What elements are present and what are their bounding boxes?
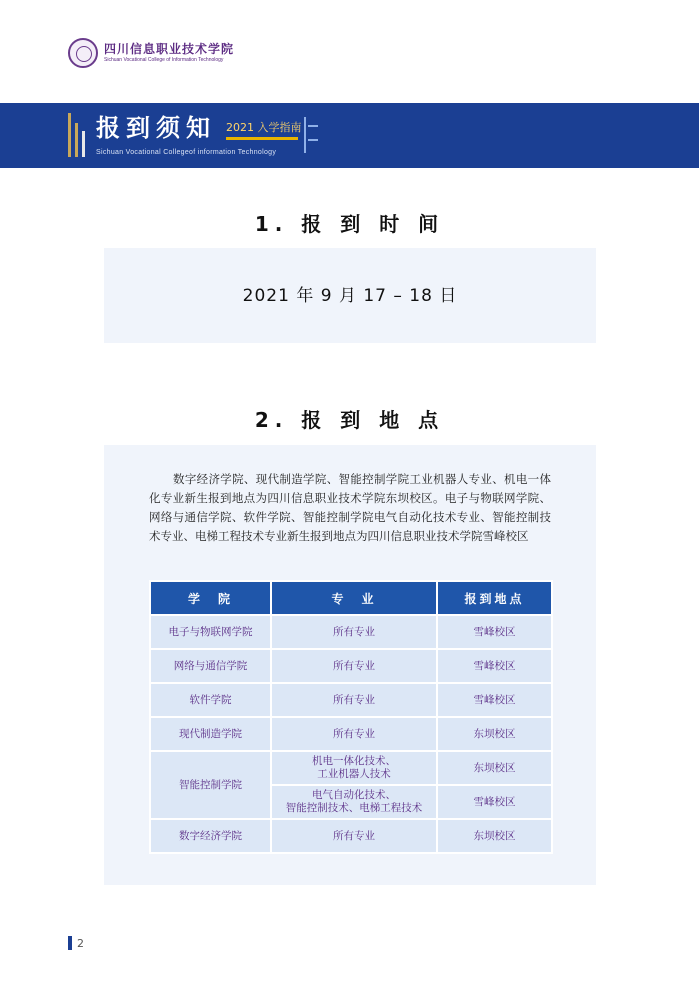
header-location: 报到地点 — [437, 581, 552, 615]
cell-location: 东坝校区 — [437, 819, 552, 853]
table-row — [150, 649, 552, 683]
cell-location: 雪峰校区 — [437, 649, 552, 683]
header-college: 学 院 — [150, 581, 271, 615]
cell-location: 雪峰校区 — [437, 683, 552, 717]
location-table — [149, 580, 553, 854]
cell-college: 软件学院 — [150, 683, 271, 717]
cell-college: 电子与物联网学院 — [150, 615, 271, 649]
table-row — [150, 683, 552, 717]
college-logo — [68, 38, 234, 68]
cell-college: 数字经济学院 — [150, 819, 271, 853]
college-seal-icon — [68, 38, 98, 68]
time-panel — [104, 248, 596, 343]
page-footer — [68, 936, 84, 950]
cell-major: 所有专业 — [271, 615, 437, 649]
cell-location: 东坝校区 — [437, 751, 552, 785]
table-row — [150, 751, 552, 785]
banner-title: 报到须知 — [96, 114, 216, 142]
banner-english: Sichuan Vocational Collegeof information Technology — [96, 149, 277, 156]
section-location-title: 2. 报 到 地 点 — [254, 408, 445, 432]
location-paragraph: 数字经济学院、现代制造学院、智能控制学院工业机器人专业、机电一体化专业新生报到地点为四川信息职业技术学院东坝校区。电子与物联网学院、网络与通信学院、软件学院、智能控制学院电气自动化技术专业、智能控制技术专业、电梯工程技术专业新生报到地点为四川信息职业技术学院雪峰校区 — [149, 472, 551, 543]
cell-major: 所有专业 — [271, 683, 437, 717]
decorative-bars-icon — [68, 113, 85, 157]
cell-major: 所有专业 — [271, 717, 437, 751]
cell-location: 东坝校区 — [437, 717, 552, 751]
section-time-title: 1. 报 到 时 间 — [254, 212, 445, 236]
cell-major — [271, 785, 437, 819]
page-number: 2 — [77, 936, 84, 950]
major-line: 智能控制技术、电梯工程技术 — [285, 802, 423, 814]
cell-major — [271, 751, 437, 785]
banner-underline — [226, 137, 298, 140]
decorative-bracket-icon — [304, 117, 318, 153]
table-header-row — [150, 581, 552, 615]
banner-subtitle: 2021 入学指南 — [226, 121, 302, 134]
major-line: 工业机器人技术 — [317, 768, 391, 780]
arrival-date: 2021 年 9 月 17 – 18 日 — [242, 286, 458, 306]
major-line: 机电一体化技术、 — [312, 755, 396, 767]
header-major: 专 业 — [271, 581, 437, 615]
table-row — [150, 717, 552, 751]
cell-college: 智能控制学院 — [150, 751, 271, 819]
cell-location: 雪峰校区 — [437, 785, 552, 819]
page-marker-icon — [68, 936, 72, 950]
logo-name-cn: 四川信息职业技术学院 — [104, 42, 235, 56]
major-line: 电气自动化技术、 — [312, 789, 396, 801]
cell-location: 雪峰校区 — [437, 615, 552, 649]
logo-name-en: Sichuan Vocational College of Information Technology — [104, 57, 224, 63]
header-banner — [0, 103, 699, 168]
table-row — [150, 615, 552, 649]
cell-college: 现代制造学院 — [150, 717, 271, 751]
cell-college: 网络与通信学院 — [150, 649, 271, 683]
table-row — [150, 819, 552, 853]
cell-major: 所有专业 — [271, 649, 437, 683]
cell-major: 所有专业 — [271, 819, 437, 853]
logo-text — [104, 42, 234, 64]
